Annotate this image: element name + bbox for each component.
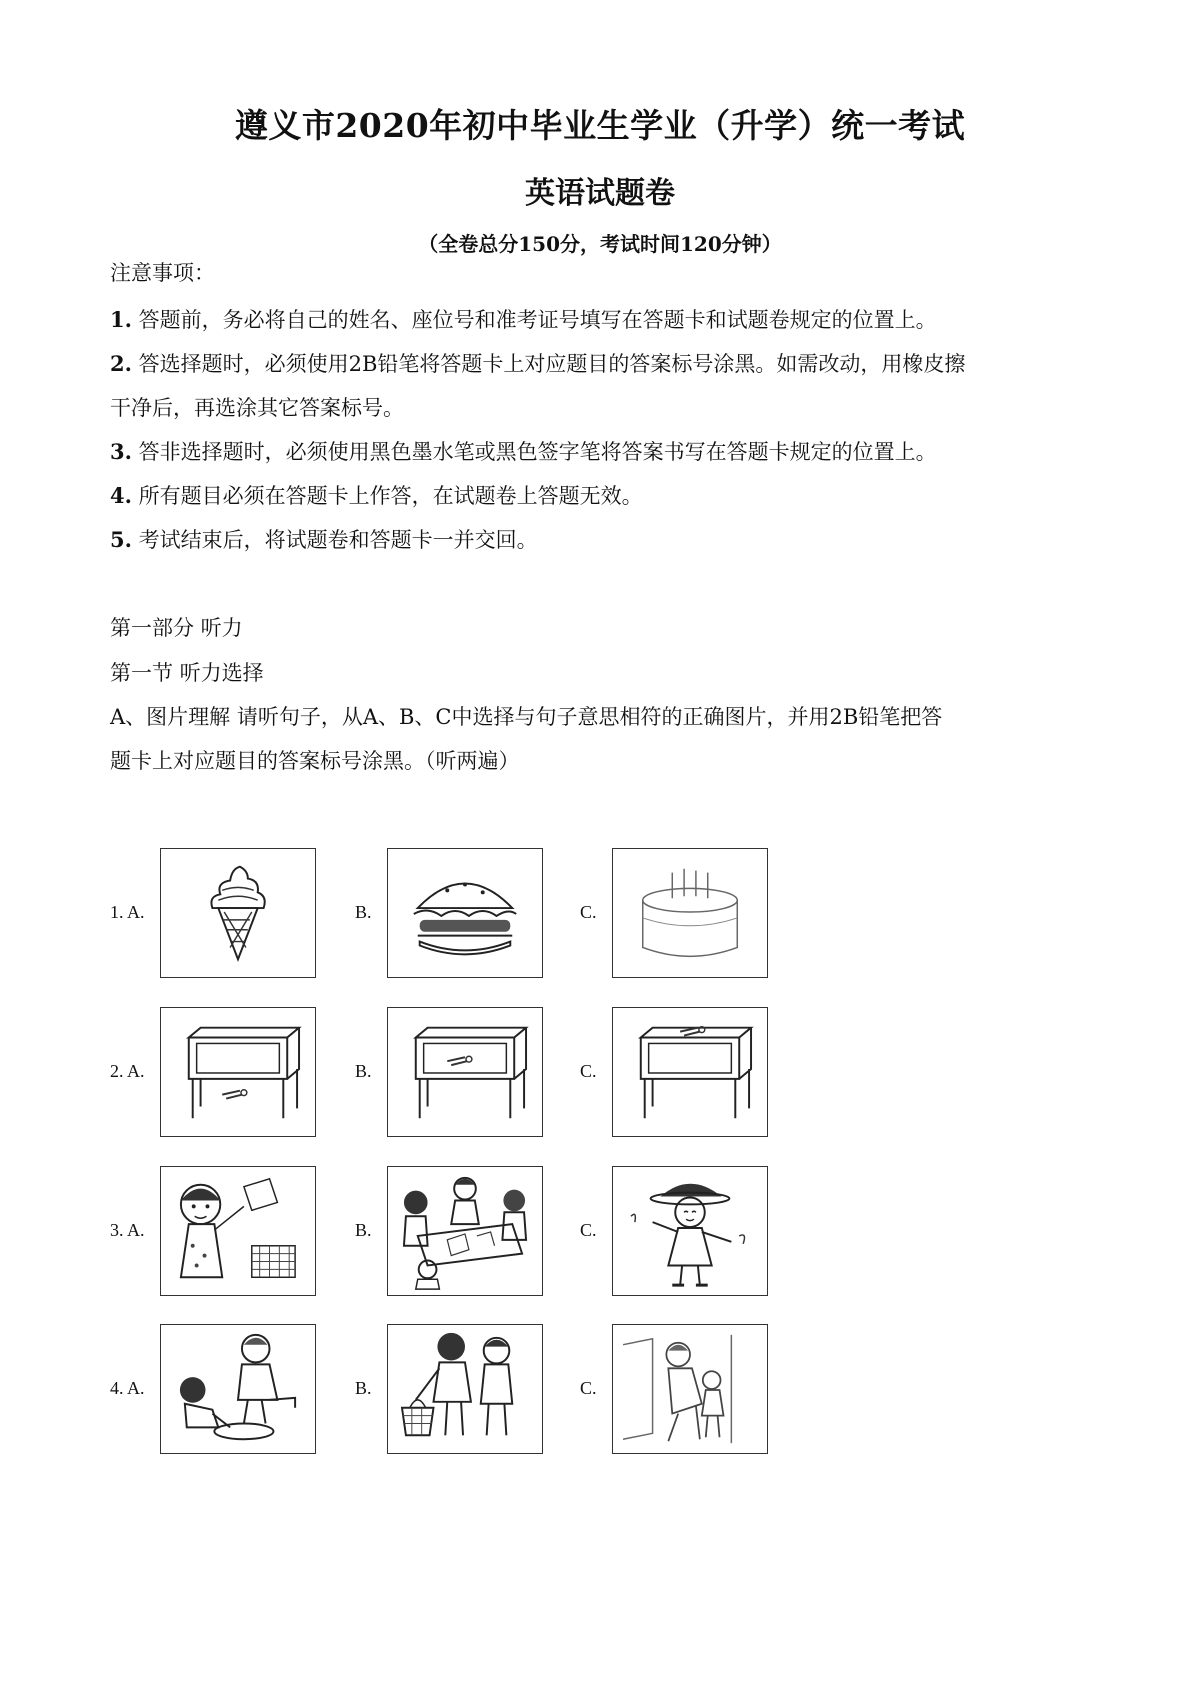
note-text: 所有题目必须在答题卡上作答，在试题卷上答题无效。 [138, 484, 643, 508]
question-2-label: 2. A. [110, 1061, 145, 1081]
keys-on-table-picture[interactable] [612, 1007, 768, 1137]
note-item-4 [110, 473, 1100, 519]
option-b-label: B. [355, 1220, 372, 1240]
note-number: 2. [110, 351, 132, 376]
part-heading: 第一部分 听力 [110, 616, 243, 640]
note-number: 4. [110, 483, 132, 508]
hamburger-picture[interactable] [387, 848, 543, 978]
option-b-label: B. [355, 902, 372, 922]
birthday-cake-picture[interactable] [612, 848, 768, 978]
option-b-label: B. [355, 1378, 372, 1398]
children-at-table-picture[interactable] [387, 1166, 543, 1296]
note-text: 答题前，务必将自己的姓名、座位号和准考证号填写在答题卡和试题卷规定的位置上。 [138, 308, 937, 332]
note-number: 1. [110, 307, 132, 332]
question-3-label: 3. A. [110, 1220, 145, 1240]
note-item-2-continued: 干净后，再选涂其它答案标号。 [110, 396, 404, 420]
subsection-heading: 第一节 听力选择 [110, 661, 264, 685]
note-text: 考试结束后，将试题卷和答题卡一并交回。 [138, 528, 538, 552]
note-number: 5. [110, 527, 132, 552]
question-4-label: 4. A. [110, 1378, 145, 1398]
note-item-1 [110, 297, 1100, 343]
option-c-label: C. [580, 1061, 597, 1081]
note-text: 答选择题时，必须使用2B铅笔将答题卡上对应题目的答案标号涂黑。如需改动，用橡皮擦 [138, 352, 966, 376]
option-c-label: C. [580, 902, 597, 922]
girl-dancing-picture[interactable] [612, 1166, 768, 1296]
note-item-5 [110, 517, 1100, 563]
exam-info: （全卷总分150分，考试时间120分钟） [418, 232, 782, 256]
question-1-label: 1. A. [110, 902, 145, 922]
note-item-2 [110, 341, 1100, 387]
note-text: 答非选择题时，必须使用黑色墨水笔或黑色签字笔将答案书写在答题卡规定的位置上。 [138, 440, 937, 464]
instruction-line-2: 题卡上对应题目的答案标号涂黑。（听两遍） [110, 749, 520, 773]
notes-heading: 注意事项： [110, 261, 215, 285]
note-number: 3. [110, 439, 132, 464]
exam-subtitle: 英语试题卷 [525, 176, 675, 211]
children-with-basket-picture[interactable] [387, 1324, 543, 1454]
option-b-label: B. [355, 1061, 372, 1081]
ice-cream-picture[interactable] [160, 848, 316, 978]
boy-washing-feet-picture[interactable] [160, 1324, 316, 1454]
option-c-label: C. [580, 1378, 597, 1398]
exam-title: 遵义市2020年初中毕业生学业（升学）统一考试 [234, 106, 966, 145]
girl-flying-kite-picture[interactable] [160, 1166, 316, 1296]
option-c-label: C. [580, 1220, 597, 1240]
keys-in-table-picture[interactable] [387, 1007, 543, 1137]
keys-under-table-picture[interactable] [160, 1007, 316, 1137]
instruction-line-1: A、图片理解 请听句子，从A、B、C中选择与句子意思相符的正确图片，并用2B铅笔把答 [110, 705, 943, 729]
note-item-3 [110, 429, 1100, 475]
woman-helping-girl-picture[interactable] [612, 1324, 768, 1454]
